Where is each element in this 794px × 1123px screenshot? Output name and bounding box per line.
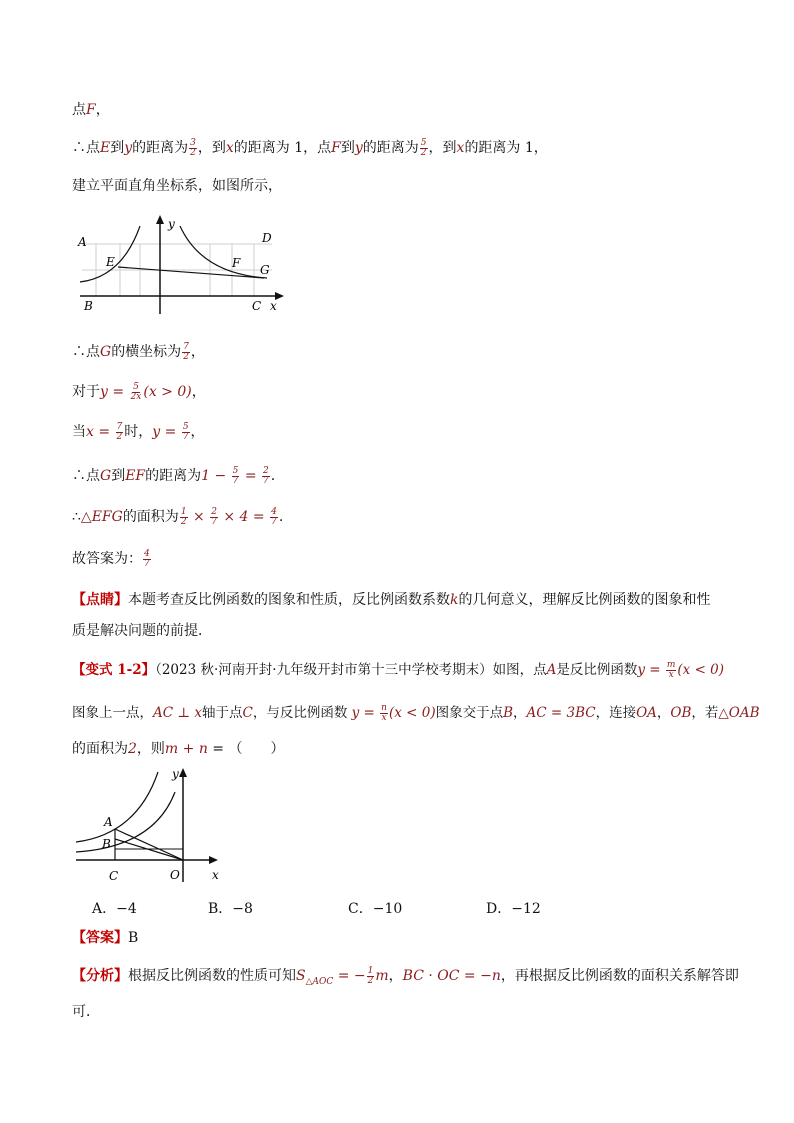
expr: y = <box>351 705 380 721</box>
text: ∴点 <box>72 344 100 360</box>
fraction <box>182 343 190 362</box>
denominator: 7 <box>211 516 217 527</box>
expr: = <box>240 468 262 484</box>
text: ， <box>95 102 110 118</box>
numerator: 1 <box>180 506 187 517</box>
point-g: G <box>100 468 112 484</box>
answer-line <box>72 549 734 569</box>
numerator: 7 <box>116 421 123 432</box>
denominator: 2 <box>420 147 427 158</box>
text: ∴点 <box>72 468 100 484</box>
answer-block <box>72 928 734 948</box>
area-symbol: S <box>296 968 306 984</box>
label-c: C <box>109 869 119 883</box>
point-a: A <box>546 662 557 678</box>
denominator: 7 <box>232 475 239 486</box>
fraction <box>270 508 278 527</box>
answer-value: B <box>128 930 139 946</box>
denominator: x <box>668 670 674 680</box>
insight-line-2: 质是解决问题的前提． <box>72 623 212 639</box>
subscript: △AOC <box>305 976 334 987</box>
text: . <box>278 509 284 525</box>
fraction <box>130 383 143 402</box>
domain-condition: (x < 0) <box>388 705 436 721</box>
variant-tag: 【变式 1-2】 <box>72 662 156 678</box>
text: ，若 <box>691 705 719 721</box>
domain-condition: (x < 0) <box>677 662 725 678</box>
numerator: 5 <box>182 421 189 432</box>
choice-a[interactable] <box>92 898 137 918</box>
fraction <box>367 967 375 986</box>
answer-tag: 【答案】 <box>72 930 128 946</box>
text: 点 <box>72 102 86 118</box>
fraction <box>232 467 240 486</box>
text: 的几何意义，理解反比例函数的图象和性 <box>458 592 711 608</box>
left-curve <box>80 226 140 282</box>
point-b: B <box>503 705 514 721</box>
denominator: 7 <box>144 558 150 569</box>
point-f: F <box>331 140 341 156</box>
var-x: x <box>456 140 465 156</box>
text: 的横坐标为 <box>111 344 182 360</box>
fraction <box>189 139 197 158</box>
label-f: F <box>232 256 241 270</box>
var-m: m <box>375 968 389 984</box>
text: ∴点 <box>72 140 100 156</box>
text: ， <box>190 344 205 360</box>
choice-label: D． <box>486 901 512 917</box>
solution-line-3: 建立平面直角坐标系，如图所示， <box>72 178 282 194</box>
text: 的距离为 <box>362 140 419 156</box>
numerator: 1 <box>367 965 374 976</box>
text: 根据反比例函数的性质可知 <box>128 968 296 984</box>
problem-line-2 <box>72 703 760 723</box>
numerator: 4 <box>144 548 150 559</box>
text: 是反比例函数 <box>556 662 638 678</box>
figure-2-diagram <box>72 762 237 887</box>
expr: AC ⊥ x <box>153 705 202 721</box>
problem-line-3 <box>72 739 734 759</box>
denominator: 7 <box>182 431 189 442</box>
solution-line-2 <box>72 138 734 158</box>
text: 图象交于点 <box>435 705 504 721</box>
number: 2 <box>128 741 137 757</box>
denominator: 2 <box>183 351 189 362</box>
analysis-line-1 <box>72 965 739 992</box>
label-y: y <box>168 217 175 231</box>
text: 的距离为 <box>132 140 189 156</box>
point-g: G <box>100 344 112 360</box>
text: 到 <box>111 468 126 484</box>
text: 到 <box>340 140 355 156</box>
analysis-tag: 【分析】 <box>72 968 128 984</box>
denominator: 2 <box>367 975 374 986</box>
point-f: F <box>86 102 96 118</box>
label-d: D <box>262 231 272 245</box>
text: ，到 <box>197 140 226 156</box>
y-axis-arrow <box>156 215 164 224</box>
numerator: m <box>666 660 676 670</box>
text: ，与反比例函数 <box>252 705 352 721</box>
text: ，到 <box>428 140 457 156</box>
text: 故答案为： <box>72 551 142 567</box>
text: = （ ） <box>207 741 285 757</box>
text: 的距离为 1，点 <box>233 140 332 156</box>
label-x: x <box>212 868 219 882</box>
var-y: y <box>124 140 133 156</box>
numerator: 5 <box>133 381 139 392</box>
insight-tag: 【点睛】 <box>72 592 128 608</box>
fraction <box>210 508 218 527</box>
text: ， <box>388 968 403 984</box>
segment-oa <box>115 829 183 860</box>
triangle-oab: △OAB <box>718 705 760 721</box>
numerator: 5 <box>232 465 239 476</box>
var-x: x <box>225 140 234 156</box>
segment-ef: EF <box>125 468 146 484</box>
label-y: y <box>172 767 179 781</box>
text: 到 <box>110 140 125 156</box>
solution-line-7 <box>72 466 734 486</box>
label-o: O <box>170 868 180 882</box>
choice-b[interactable] <box>208 898 253 918</box>
denominator: 2x <box>130 391 142 402</box>
fraction <box>143 550 151 569</box>
curve-m <box>76 772 158 842</box>
point-c: C <box>242 705 253 721</box>
text: （2023 秋·河南开封·九年级开封市第十三中学校考期末）如图，点 <box>155 662 547 678</box>
expr: x = <box>86 424 115 440</box>
expr: 1 − <box>201 468 231 484</box>
solution-line-5 <box>72 382 734 402</box>
label-a: A <box>104 815 113 829</box>
text: 轴于点 <box>201 705 243 721</box>
text: 时， <box>124 424 153 440</box>
numerator: 4 <box>271 506 277 517</box>
fraction <box>420 139 428 158</box>
denominator: 2 <box>180 516 187 527</box>
point-e: E <box>100 140 111 156</box>
text: ∴ <box>72 509 81 525</box>
label-c: C <box>252 299 262 313</box>
expr: = − <box>333 968 366 984</box>
choice-value: −12 <box>511 901 541 917</box>
denominator: 2 <box>116 431 123 442</box>
triangle-efg: △EFG <box>80 509 123 525</box>
solution-line-4 <box>72 342 734 362</box>
text: 图象上一点， <box>72 705 153 721</box>
text: 对于 <box>72 384 100 400</box>
text: ， <box>513 705 527 721</box>
var-y: y <box>354 140 363 156</box>
denominator: 2 <box>190 147 196 158</box>
segment-oa: OA <box>636 705 657 721</box>
fraction <box>666 661 677 680</box>
expr: y = <box>152 424 181 440</box>
text: 的面积为 <box>72 741 128 757</box>
analysis-line-2: 可． <box>72 1004 100 1020</box>
problem-line-1 <box>72 660 734 680</box>
solution-line-8 <box>72 507 734 527</box>
insight-line-1 <box>72 590 734 610</box>
text: ，则 <box>136 741 165 757</box>
numerator: 2 <box>263 465 269 476</box>
text: ， <box>656 705 671 721</box>
denominator: x <box>381 713 387 723</box>
segment-ob: OB <box>670 705 692 721</box>
numerator: 3 <box>190 137 196 148</box>
label-b: B <box>84 299 93 313</box>
text: 的距离为 1， <box>464 140 548 156</box>
choice-value: −4 <box>116 901 137 917</box>
text: ，连接 <box>595 705 637 721</box>
figure-1-coordinate-diagram <box>72 212 292 317</box>
fraction <box>380 704 388 723</box>
denominator: 7 <box>271 516 277 527</box>
denominator: 7 <box>263 475 269 486</box>
expr: × 4 = <box>218 509 270 525</box>
domain-condition: (x > 0) <box>143 384 192 400</box>
solution-line-1 <box>72 100 734 120</box>
text: 的距离为 <box>145 468 202 484</box>
fraction <box>180 508 188 527</box>
choice-value: −8 <box>232 901 253 917</box>
numerator: 7 <box>183 341 189 352</box>
solution-line-6 <box>72 422 734 442</box>
expr: BC · OC = −n <box>402 968 501 984</box>
text: 的面积为 <box>122 509 179 525</box>
choice-d[interactable] <box>486 898 541 918</box>
expr: AC = 3BC <box>526 705 596 721</box>
numerator: n <box>381 703 387 713</box>
text: ， <box>190 424 205 440</box>
fraction <box>116 423 124 442</box>
numerator: 5 <box>420 137 427 148</box>
choice-label: C． <box>348 901 373 917</box>
label-g: G <box>260 263 270 277</box>
choice-label: A． <box>92 901 117 917</box>
y-axis-arrow <box>179 768 187 777</box>
text: ，再根据反比例函数的面积关系解答即 <box>500 968 739 984</box>
label-b: B <box>102 837 111 851</box>
text: ， <box>191 384 206 400</box>
var-k: k <box>450 592 459 608</box>
numerator: 2 <box>211 506 217 517</box>
choice-value: −10 <box>372 901 403 917</box>
fraction <box>262 467 270 486</box>
expr: y = <box>637 662 665 678</box>
label-e: E <box>106 255 115 269</box>
label-a: A <box>78 235 87 249</box>
choice-c[interactable] <box>348 898 402 918</box>
label-x: x <box>270 299 277 313</box>
expr: y = <box>100 384 129 400</box>
text: 当 <box>72 424 86 440</box>
expr: m + n <box>164 741 208 757</box>
expr: × <box>188 509 210 525</box>
x-axis-arrow <box>209 856 218 864</box>
fraction <box>182 423 190 442</box>
text: . <box>270 468 276 484</box>
choice-label: B． <box>208 901 233 917</box>
text: 本题考查反比例函数的图象和性质，反比例函数系数 <box>128 592 450 608</box>
